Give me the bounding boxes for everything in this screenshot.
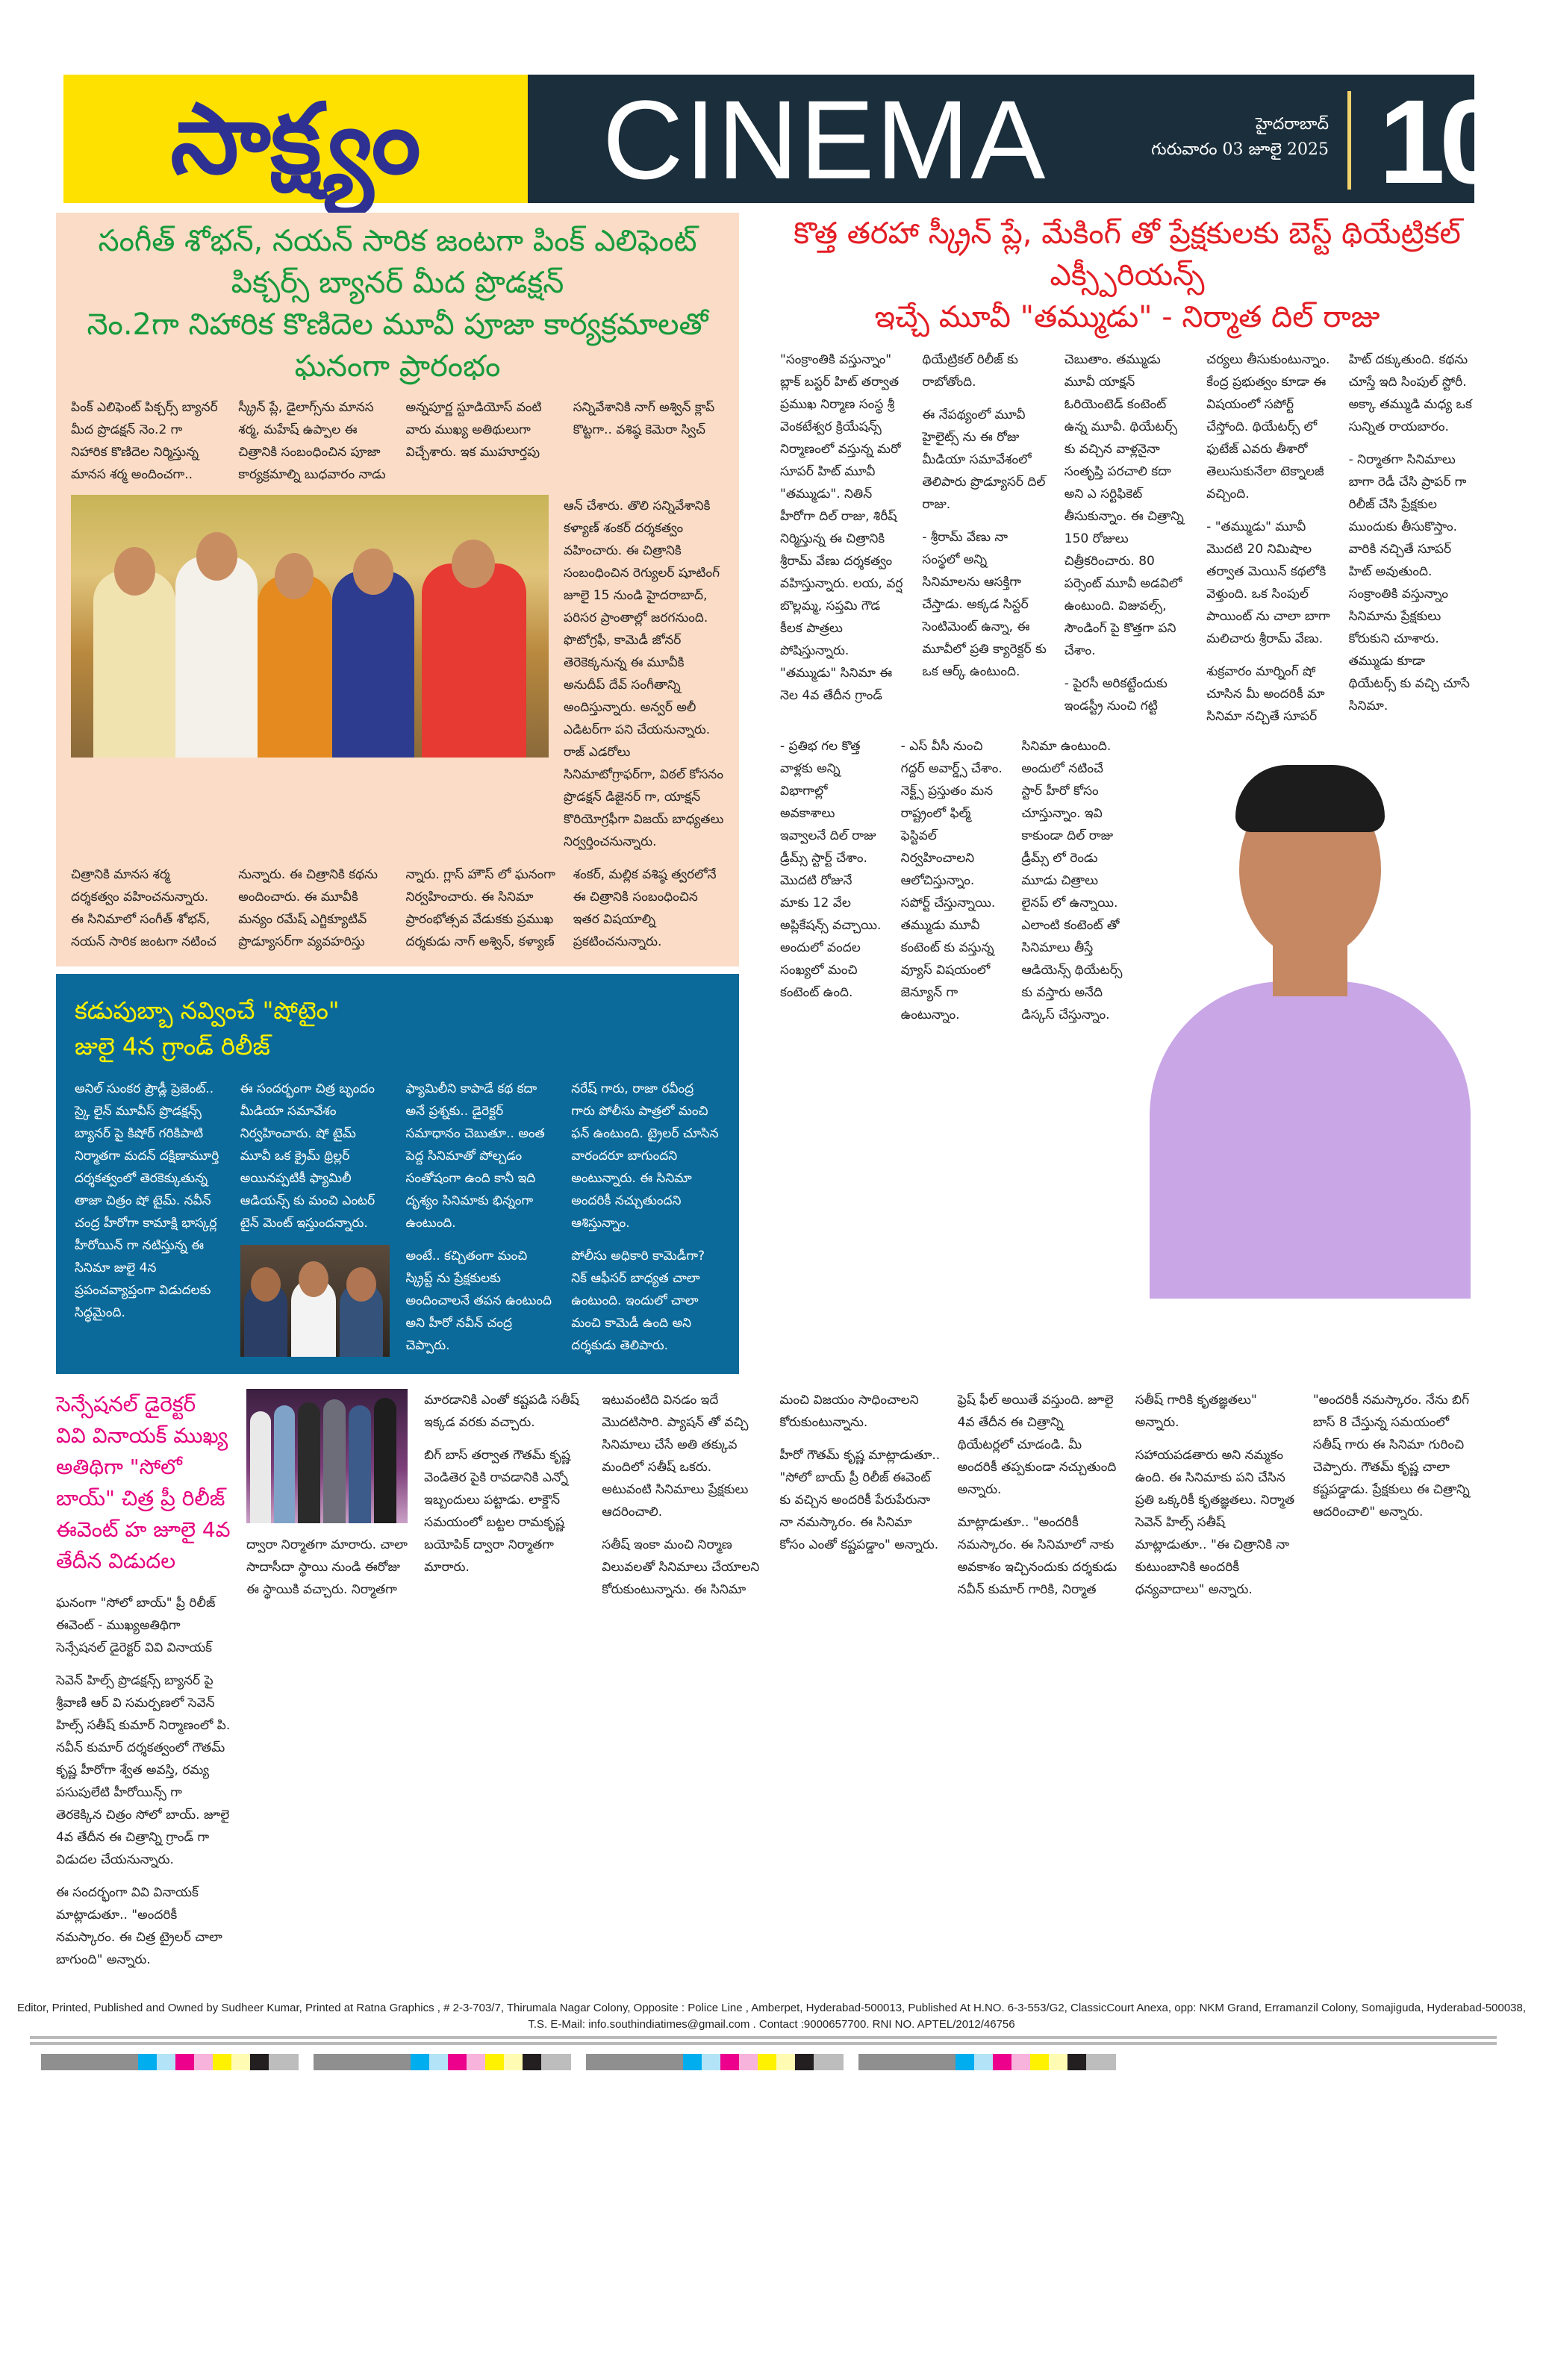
article-body: చిత్రానికి మానస శర్మ దర్శకత్వం వహించనున్నారు. ఈ సినిమాలో సంగీత్ శోభన్, నయన్ సారిక జంటగా నటించ నున్నారు. ఈ చిత్రానికి కథను అందించారు. ఈ మూవీకి మన్యం రమేష్ ఎగ్జిక్యూటివ్ ప్రొడ్యూసర్‌గా వ్యవహరిస్తు న్నారు. గ్లాస్ హౌస్ లో ఘనంగా నిర్వహించారు. ఈ సినిమా ప్రారంభోత్సవ వేడుకకు ప్రముఖ దర్శకుడు నాగ్ అశ్విన్, కళ్యాణ్ శంకర్, మల్లిక వశిష్ఠ త్వరలోనే ఈ చిత్రానికి సంబంధించిన ఇతర విషయాల్ని ప్రకటించనున్నారు.: [71, 867, 717, 949]
headline-line: ఇచ్చే మూవీ "తమ్ముడు" - నిర్మాత దిల్ రాజు: [874, 300, 1380, 334]
color-swatch: [993, 2054, 1011, 2070]
photo-row: [71, 495, 724, 853]
color-swatch: [138, 2054, 157, 2070]
color-swatch: [795, 2054, 814, 2070]
article-body: [780, 735, 1126, 1029]
color-swatch: [1030, 2054, 1049, 2070]
paragraph: ఘనంగా "సోలో బాయ్" ప్రీ రిలీజ్ ఈవెంట్ - ముఖ్యఅతిథిగా సెన్సేషనల్ డైరెక్టర్ వివి వినాయక్: [56, 1596, 216, 1655]
paragraph: ఇటువంటిది వినడం ఇదే మొదటిసారి. ప్యాషన్ తో వచ్చి సినిమాలు చేసే అతి తక్కువ మందిలో సతీష్ ఒకరు. అటువంటి సినిమాలు ప్రేక్షకులు ఆదరించాలి.: [602, 1393, 749, 1519]
paragraph: ఈ సందర్భంగా చిత్ర బృందం మీడియా సమావేశం నిర్వహించారు. షో టైమ్ మూవీ ఒక క్రైమ్ థ్రిల్లర్ అయినప్పటికీ ఫ్యామిలీ ఆడియన్స్ కు మంచి ఎంటర్ టైన్ మెంట్ ఇస్తుందన్నారు.: [240, 1081, 375, 1231]
paragraph: - నిర్మాతగా సినిమాలు బాగా రెడీ చేసి ప్రాపర్ గా రిలీజ్ చేసి ప్రేక్షకుల ముందుకు తీసుకొస్తాం. వారికి నచ్చితే సూపర్ హిట్ అవుతుంది. సంక్రాంతికి వస్తున్నాం సినిమాను ప్రేక్షకులు కోరుకుని చూశారు. తమ్ముడు కూడా థియేటర్స్ కు వచ్చి చూసే సినిమా.: [1348, 452, 1470, 713]
color-swatch: [467, 2054, 485, 2070]
paragraph: నరేష్ గారు, రాజా రవీంద్ర గారు పోలీసు పాత్రలో మంచి ఫన్ ఉంటుంది. ట్రైలర్ చూసిన వారందరూ బాగుందని అంటున్నారు. ఈ సినిమా అందరికీ నచ్చుతుందని ఆశిస్తున్నాం.: [571, 1081, 719, 1231]
paragraph: సెవెన్ హిల్స్ ప్రొడక్షన్స్ బ్యానర్ పై శ్రీవాణి ఆర్ వి సమర్పణలో సెవెన్ హిల్స్ సతీష్ కుమార్ నిర్మాణంలో పి. నవీన్ కుమార్ దర్శకత్వంలో గౌతమ్ కృష్ణ హీరోగా శ్వేత అవస్తి, రమ్య పసుపులేటి హీరోయిన్స్ గా తెరకెక్కిన చిత్రం సోలో బాయ్. జూలై 4వ తేదీన ఈ చిత్రాన్ని గ్రాండ్ గా విడుదల చేయనున్నారు.: [56, 1673, 231, 1867]
color-swatch: [157, 2054, 175, 2070]
paragraph: సినిమా ఉంటుంది. అందులో నటించే స్టార్ హీరో కోసం చూస్తున్నాం. ఇవి కాకుండా దిల్ రాజు డ్రీమ్స్ లో రెండు మూడు చిత్రాలు లైనప్ లో ఉన్నాయి. ఎలాంటి కంటెంట్ తో సినిమాలు తీస్తే ఆడియెన్స్ థియేటర్స్ కు వస్తారు అనేది డిస్కస్ చేస్తున్నాం.: [1021, 739, 1123, 1022]
headline-line: జులై 4న గ్రాండ్ రిలీజ్: [75, 1032, 270, 1061]
photo-showtime-team: [240, 1245, 390, 1357]
color-swatch: [175, 2054, 194, 2070]
headline: [71, 220, 724, 387]
paragraph: సతీష్ ఇంకా మంచి నిర్మాణ విలువలతో సినిమాలు చేయాలని కోరుకుంటున్నాను. ఈ సినిమా మంచి విజయం సాధించాలని కోరుకుంటున్నాను.: [602, 1393, 919, 1597]
paragraph: "సంక్రాంతికి వస్తున్నాం" బ్లాక్ బస్టర్ హిట్ తర్వాత ప్రముఖ నిర్మాణ సంస్థ శ్రీ వెంకటేశ్వర క్రియేషన్స్ నిర్మాణంలో వస్తున్న మరో సూపర్ హిట్ మూవీ "తమ్ముడు". నితిన్ హీరోగా దిల్ రాజు, శిరీష్ నిర్మిస్తున్న ఈ చిత్రానికి శ్రీరామ్ వేణు దర్శకత్వం వహిస్తున్నారు. లయ, వర్ష బొల్లమ్మ, సప్తమి గౌడ కీలక పాత్రలు పోషిస్తున్నారు. "తమ్ముడు" సినిమా ఈ నెల 4వ తేదీన గ్రాండ్ థియేట్రికల్ రిలీజ్ కు రాబోతోంది.: [780, 352, 1018, 703]
color-swatch: [411, 2054, 429, 2070]
imprint: [0, 2000, 1543, 2033]
paragraph: - ప్రతిభ గల కొత్త వాళ్లకు అన్ని విభాగాల్లో అవకాశాలు ఇవ్వాలనే దిల్ రాజు డ్రీమ్స్ స్టార్ట్ చేశాం. మొదటి రోజునే మాకు 12 వేల అప్లికేషన్స్ వచ్చాయి. అందులో వందల సంఖ్యలో మంచి కంటెంట్ ఉంది.: [780, 739, 882, 1000]
paragraph: - "తమ్ముడు" మూవీ మొదటి 20 నిమిషాల తర్వాత మెయిన్ కథలోకి వెళ్తుంది. ఒక సింపుల్ పాయింట్ ను చాలా బాగా మలిచారు శ్రీరామ్ వేణు.: [1206, 519, 1330, 646]
newspaper-logo: [63, 75, 528, 203]
divider: [1347, 91, 1351, 190]
article-thammudu: [780, 213, 1474, 1299]
print-color-bar: [41, 2054, 1508, 2070]
color-swatch: [314, 2054, 411, 2070]
headline-line: కడుపుబ్బా నవ్వించే "షోటైం": [75, 996, 340, 1025]
left-column: [56, 213, 739, 1374]
article-body: [780, 349, 1474, 728]
headline-line: కొత్త తరహా స్క్రీన్ ప్లే, మేకింగ్ తో ప్రేక్షకులకు బెస్ట్ థియేట్రికల్ ఎక్స్పీరియన్స్: [794, 216, 1461, 293]
page-number: 10: [1379, 75, 1500, 208]
article-body: ఆన్ చేశారు. తొలి సన్నివేశానికి కళ్యాణ్ శంకర్ దర్శకత్వం వహించారు. ఈ చిత్రానికి సంబంధించిన రెగ్యులర్ షూటింగ్ జూలై 15 నుండి హైదరాబాద్, పరిసర ప్రాంతాల్లో జరగనుంది. ఫొటోగ్రఫీ, కామెడీ జోనర్ తెరెకెక్కనున్న ఈ మూవీకి అనుదీప్ దేవ్ సంగీతాన్ని అందిస్తున్నారు. అన్వర్ అలీ ఎడిటర్‌గా పని చేయనున్నారు. రాజ్ ఎడరోలు సినిమాటోగ్రాఫర్‌గా, విఠల్ కోసనం ప్రొడక్షన్ డిజైనర్ గా, యాక్షన్ కొరియోగ్రఫీగా విజయ్ బాధ్యతలు నిర్వర్తించనున్నారు.: [564, 499, 724, 849]
color-swatch: [523, 2054, 541, 2070]
color-swatch: [776, 2054, 795, 2070]
divider: [30, 2042, 1497, 2045]
color-swatch: [41, 2054, 138, 2070]
color-swatch: [1086, 2054, 1116, 2070]
color-swatch: [956, 2054, 974, 2070]
paragraph: - శ్రీరామ్ వేణు నా సంస్థలో అన్ని సినిమాలను ఆసక్తిగా చేస్తాడు. అక్కడ సిస్టర్ సెంటిమెంట్ ఉన్నా, ఈ మూవీలో ప్రతి క్యారెక్టర్ కు ఒక ఆర్క్ ఉంటుంది.: [922, 530, 1047, 679]
color-swatch: [429, 2054, 448, 2070]
headline-line: సంగీత్ శోభన్, నయన్ సారిక జంటగా పింక్ ఎలిఫెంట్ పిక్చర్స్ బ్యానర్ మీద ప్రొడక్షన్: [98, 224, 697, 300]
logo-text: సాక్ష్యం: [170, 82, 421, 196]
paragraph: మాట్లాడుతూ.. "అందరికీ నమస్కారం. ఈ సినిమాలో నాకు అవకాశం ఇచ్చినందుకు దర్శకుడు నవీన్ కుమార్ గారికి, నిర్మాత సతీష్ గారికి కృతజ్ఞతలు" అన్నారు.: [957, 1393, 1257, 1597]
paragraph: అంటే.. కచ్చితంగా మంచి స్క్రిప్ట్ ను ప్రేక్షకులకు అందించాలనే తపన ఉంటుంది అని హీరో నవీన్ చంద్ర చెప్పారు.: [405, 1249, 552, 1353]
paragraph: - ఎస్ వీసీ నుంచి గద్దర్ అవార్డ్స్ చేశాం. నెక్ట్స్ ప్రస్తుతం మన రాష్ట్రంలో ఫిల్మ్ ఫెస్టివల్ నిర్వహించాలని ఆలోచిస్తున్నాం. సపోర్ట్ చేస్తున్నాయి. తమ్ముడు మూవీ కంటెంట్ కు వస్తున్న వ్యూస్ విషయంలో జెన్యూన్ గా ఉంటున్నాం.: [900, 739, 1003, 1022]
color-swatch: [571, 2054, 586, 2070]
date: గురువారం 03 జూలై 2025: [1151, 140, 1329, 159]
paragraph: అనిల్ సుంకర ప్రౌడ్లీ ప్రెజెంట్.. స్కై లైన్ మూవీస్ ప్రొడక్షన్స్ బ్యానర్ పై కిషోర్ గరికిపాటి నిర్మాతగా మదన్ దక్షిణామూర్తి దర్శకత్వంలో తెరకెక్కుతున్న తాజా చిత్రం షో టైమ్. నవీన్ చంద్ర హీరోగా కామాక్షి భాస్కర్ల హీరోయిన్ గా నటిస్తున్న ఈ సినిమా జులై 4న ప్రపంచవ్యాప్తంగా విడుదలకు సిద్ధమైంది.: [75, 1081, 219, 1320]
headline: సెన్సేషనల్ డైరెక్టర్ వివి వినాయక్ ముఖ్య అతిథిగా "సోలో బాయ్" చిత్ర ప్రీ రిలీజ్ ఈవెంట్ హ జూలై 4వ తేదీన విడుదల: [56, 1392, 231, 1573]
color-swatch: [858, 2054, 956, 2070]
article-lead-column: [56, 1389, 231, 1981]
paragraph: బిగ్ బాస్ తర్వాత గౌతమ్ కృష్ణ వెండితెర పైకి రావడానికి ఎన్నో ఇబ్బందులు పట్టాడు. లాక్డౌన్ సమయంలో బట్టల రామకృష్ణ బయోపిక్ ద్వారా నిర్మాతగా మారారు.: [424, 1448, 570, 1575]
divider: [30, 2036, 1497, 2039]
photo-pooja-ceremony: [71, 495, 549, 758]
masthead: [63, 75, 1500, 208]
photo-dil-raju: [1142, 735, 1474, 1299]
color-swatch: [1067, 2054, 1086, 2070]
color-swatch: [250, 2054, 269, 2070]
paragraph: "అందరికీ నమస్కారం. నేను బిగ్ బాస్ 8 చేస్తున్న సమయంలో సతీష్ గారు ఈ సినిమా గురించి చెప్పారు. గౌతమ్ కృష్ణ చాలా కష్టపడ్డాడు. ప్రేక్షకులు ఈ చిత్రాన్ని ఆదరించాలి" అన్నారు.: [1312, 1393, 1470, 1519]
imprint-line: T.S. E-Mail: info.southindiatimes@gmail.com . Contact :9000657700. RNI NO. APTEL/2012/46756: [528, 2018, 1015, 2031]
city: హైదరాబాద్: [1256, 115, 1329, 134]
color-swatch: [299, 2054, 314, 2070]
color-swatch: [1049, 2054, 1067, 2070]
article-lower: [780, 735, 1474, 1299]
paragraph: ఫ్యామిలీని కాపాడే కథ కదా అనే ప్రశ్నకు.. డైరెక్టర్ సమాధానం చెబుతూ.. అంత పెద్ద సినిమాతో పోల్చడం సంతోషంగా ఉంది కానీ ఇది దృశ్యం సినిమాకు భిన్నంగా ఉంటుంది.: [405, 1081, 545, 1231]
color-swatch: [974, 2054, 993, 2070]
headline-line: నెం.2గా నిహారిక కొణిదెల మూవీ పూజా కార్యక్రమాలతో ఘనంగా ప్రారంభం: [87, 307, 708, 384]
paragraph: శుక్రవారం మార్నింగ్ షో చూసిన మీ అందరికీ మా సినిమా నచ్చితే సూపర్ హిట్ దక్కుతుంది. కథను చూస్తే ఇది సింపుల్ స్టోరీ. అక్కా తమ్ముడి మధ్య ఒక సున్నిత రాయబారం.: [1206, 352, 1472, 724]
paragraph: ఈ నేపథ్యంలో మూవీ హైలైట్స్ ను ఈ రోజు మీడియా సమావేశంలో తెలిపారు ప్రొడ్యూసర్ దిల్ రాజు.: [922, 407, 1046, 512]
dateline: [1151, 112, 1329, 163]
paragraph: హీరో గౌతమ్ కృష్ణ మాట్లాడుతూ.. "సోలో బాయ్ ప్రీ రిలీజ్ ఈవెంట్ కు వచ్చిన అందరికీ పేరుపేరునా నా నమస్కారం. ఈ సినిమా కోసం ఎంతో కష్టపడ్డాం" అన్నారు.: [779, 1448, 941, 1552]
color-swatch: [269, 2054, 299, 2070]
color-swatch: [814, 2054, 844, 2070]
color-swatch: [739, 2054, 758, 2070]
paragraph: ఈ సందర్భంగా వివి వినాయక్ మాట్లాడుతూ.. "అందరికీ నమస్కారం. ఈ చిత్ర ట్రైలర్ చాలా బాగుంది" అన్నారు.: [56, 1885, 222, 1967]
article-solo-boy: [56, 1389, 1474, 1981]
color-swatch: [720, 2054, 739, 2070]
section-title: CINEMA: [602, 77, 1047, 202]
color-swatch: [504, 2054, 523, 2070]
photo-solo-boy-event: [246, 1389, 408, 1523]
color-swatch: [194, 2054, 213, 2070]
imprint-line: Editor, Printed, Published and Owned by Sudheer Kumar, Printed at Ratna Graphics , # 2-3-703/7, Thirumala Nagar Colony, Opposite : Police Line , Amberpet, Hyderabad-500013, Published At H.NO. 6-3-553/G2, ClassicCourt Anexa, opp: NKM Grand, Erramanzil Colony, Somajiguda, Hyderabad-500038,: [16, 2002, 1527, 2014]
color-swatch: [231, 2054, 250, 2070]
article-body: [246, 1389, 1474, 1981]
headline: [780, 213, 1474, 338]
article-lead: [56, 1592, 231, 1971]
color-swatch: [1116, 2054, 1131, 2070]
color-swatch: [448, 2054, 467, 2070]
color-swatch: [213, 2054, 231, 2070]
paragraph: పోలీసు అధికారి కామెడీగా? నిక్ ఆఫీసర్ బాధ్యత చాలా ఉంటుంది. ఇందులో చాలా మంచి కామెడీ ఉంది అని దర్శకుడు తెలిపారు.: [571, 1249, 705, 1353]
color-swatch: [541, 2054, 571, 2070]
color-swatch: [683, 2054, 702, 2070]
article-pink-elephant: [56, 213, 739, 966]
paragraph: ఫ్రెష్ ఫీల్ అయితే వస్తుంది. జూలై 4వ తేదీన ఈ చిత్రాన్ని థియేటర్లలో చూడండి. మీ అందరికీ తప్పకుండా నచ్చుతుంది అన్నారు.: [957, 1393, 1117, 1497]
color-swatch: [586, 2054, 683, 2070]
paragraph: చెబుతాం. తమ్ముడు మూవీ యాక్షన్ ఓరియెంటెడ్ కంటెంట్ ఉన్న మూవీ. థియేటర్స్ కు వచ్చిన వాళ్లనైనా సంతృప్తి పరచాలి కదా అని ఎ సర్టిఫికెట్ తీసుకున్నాం. ఈ చిత్రాన్ని 150 రోజులు చిత్రీకరించారు. 80 పర్సెంట్ మూవీ అడవిలో ఉంటుంది. విజువల్స్, సౌండింగ్ పై కొత్తగా పని చేశాం.: [1064, 352, 1184, 658]
paragraph: - పైరసీ అరికట్టేందుకు ఇండస్ట్రీ నుంచి గట్టి చర్యలు తీసుకుంటున్నాం. కేంద్ర ప్రభుత్వం కూడా ఈ విషయంలో సపోర్ట్ చేస్తోంది. థియేటర్స్ లో ఫుటేజ్ ఎవరు తీశారో తెలుసుకునేలా టెక్నాలజీ వచ్చింది.: [1064, 352, 1330, 713]
article-body: [75, 1078, 720, 1359]
color-swatch: [758, 2054, 776, 2070]
headline: [75, 993, 720, 1064]
article-showtime: [56, 974, 739, 1374]
paragraph: సహాయపడతారు అని నమ్మకం ఉంది. ఈ సినిమాకు పని చేసిన ప్రతి ఒక్కరికీ కృతజ్ఞతలు. నిర్మాత సెవెన్ హిల్స్ సతీష్ మాట్లాడుతూ.. "ఈ చిత్రానికి నా కుటుంబానికి అందరికీ ధన్యవాదాలు" అన్నారు.: [1135, 1448, 1295, 1597]
color-swatch: [844, 2054, 858, 2070]
color-swatch: [485, 2054, 504, 2070]
top-row: [56, 213, 1474, 1374]
paragraph: ద్వారా నిర్మాతగా మారారు. చాలా సాదాసీదా స్థాయి నుండి ఈరోజు ఈ స్థాయికి వచ్చారు. నిర్మాతగా మారడానికి ఎంతో కష్టపడి సతీష్ ఇక్కడ వరకు వచ్చారు.: [246, 1393, 579, 1597]
section-banner: [528, 75, 1500, 208]
article-body: పింక్ ఎలిఫెంట్ పిక్చర్స్ బ్యానర్ మీద ప్రొడక్షన్ నెం.2 గా నిహారిక కొణిదెల నిర్మిస్తున్న మానస శర్మ అందించగా.. స్క్రీన్ ప్లే, డైలాగ్స్‌ను మానస శర్మ, మహేష్ ఉప్పాల ఈ చిత్రానికి సంబంధించిన పూజా కార్యక్రమాల్ని బుధవారం నాడు అన్నపూర్ణ స్టూడియోస్ వంటి వారు ముఖ్య అతిథులుగా విచ్చేశారు. ఇక ముహూర్తపు సన్నివేశానికి నాగ్ అశ్విన్ క్లాప్ కొట్టగా.. వశిష్ఠ కెమెరా స్విచ్: [71, 400, 715, 482]
color-swatch: [702, 2054, 720, 2070]
color-swatch: [1011, 2054, 1030, 2070]
